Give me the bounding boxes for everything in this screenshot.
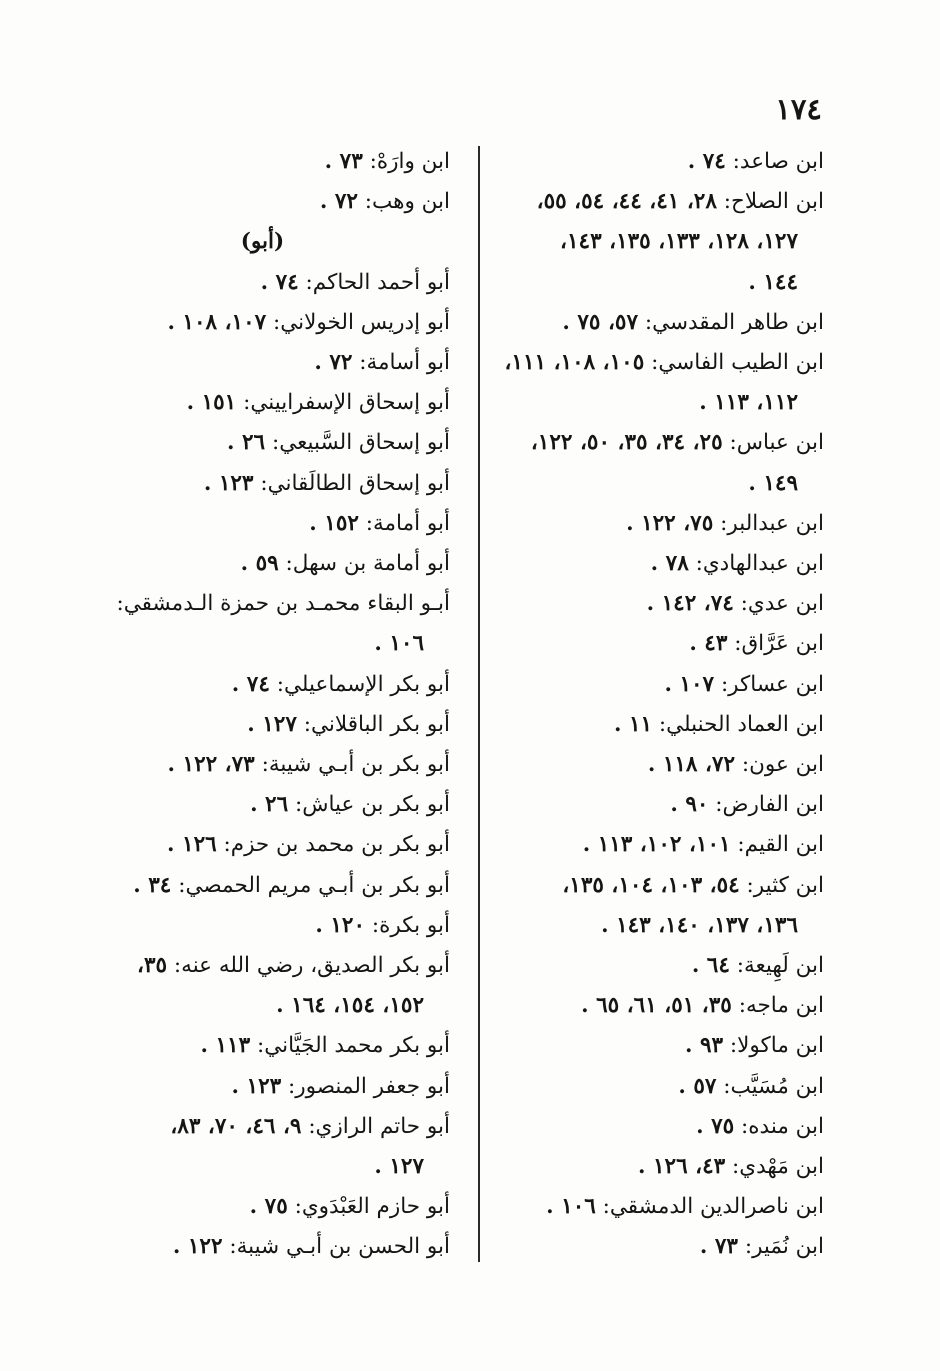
index-entry (499, 504, 824, 544)
index-entry (115, 263, 450, 303)
entry-pages: ٧٥، ١٢٢ . (626, 510, 714, 536)
page-number: ١٧٤ (775, 92, 822, 126)
index-entry (115, 866, 450, 906)
entry-pages: ٤٣ . (689, 631, 728, 657)
index-column-left (115, 142, 450, 1268)
entry-pages: ١٢٣ . (231, 1073, 282, 1099)
entry-pages: ٣٤ . (133, 872, 172, 898)
entry-pages: ١٢٧ . (247, 711, 297, 737)
entry-pages: ٧٢ . (314, 350, 353, 376)
entry-pages: ٧٥ . (696, 1113, 735, 1139)
entry-name: ابن ماجه: (738, 993, 824, 1019)
entry-pages: ٧٣ . (324, 149, 363, 174)
index-entry (115, 1107, 450, 1187)
entry-name: ابن صاعد: (732, 149, 824, 174)
index-entry (499, 1067, 824, 1107)
entry-name: ابن عبدالبر: (720, 510, 824, 536)
index-entry (115, 383, 450, 423)
entry-pages: ٧٢ . (319, 189, 358, 215)
entry-name: ابن وهب: (364, 189, 450, 215)
entry-name: أبو حازم العَبْدَوي: (294, 1194, 450, 1220)
entry-pages: ١٠١، ١٠٢، ١١٣ . (582, 832, 731, 858)
index-entry (499, 986, 824, 1026)
entry-name: أبو إسحاق الإسفراييني: (243, 390, 450, 416)
entry-pages: ١٥٢ . (309, 510, 359, 536)
index-entry (115, 1227, 450, 1267)
entry-name: أبو بكرة: (371, 912, 450, 938)
entry-name: ابن الصلاح: (723, 189, 824, 215)
entry-name: أبو بكر بن محمد بن حزم: (223, 832, 450, 858)
entry-pages: ٤٣، ١٢٦ . (638, 1154, 726, 1180)
entry-name: أبو بكر الصديق، رضي الله عنه: (173, 953, 450, 979)
entry-pages-continued: ١٥٢، ١٥٤، ١٦٤ . (276, 993, 424, 1019)
index-entry (115, 584, 450, 664)
entry-name: ابن منده: (741, 1113, 824, 1139)
index-entry (499, 785, 824, 825)
index-entry (115, 504, 450, 544)
index-entry (499, 665, 824, 705)
entry-pages: ٩٠ . (670, 792, 709, 818)
entry-pages-continued: ١١٢، ١١٣ . (699, 390, 798, 416)
entry-pages: ٥٧ . (678, 1073, 717, 1099)
entry-pages: ٥٤، ١٠٣، ١٠٤، ١٣٥، (562, 872, 740, 898)
entry-pages-continued: ١٢٧، ١٢٨، ١٣٣، ١٣٥، ١٤٣، (560, 229, 798, 255)
index-entry (115, 785, 450, 825)
entry-pages: ١٥١ . (186, 390, 237, 416)
index-entry (499, 303, 824, 343)
index-entry (499, 142, 824, 182)
entry-pages: ١٢٦ . (167, 832, 217, 858)
entry-name: أبو أمامة: (365, 510, 450, 536)
entry-name: أبو بكر بن أبـي شيبة: (261, 752, 450, 778)
section-heading: (أبو) (240, 229, 285, 255)
index-entry (499, 825, 824, 865)
entry-name: أبو بكر الإسماعيلي: (276, 671, 450, 697)
entry-name: ابن ناصرالدين الدمشقي: (602, 1194, 824, 1220)
entry-pages: ٧٥ . (249, 1194, 288, 1220)
index-entry (115, 825, 450, 865)
entry-pages: ١١ . (613, 711, 653, 737)
entry-name: ابن وارَهْ: (369, 149, 450, 174)
index-entry (499, 946, 824, 986)
entry-pages-continued: ١٠٦ . (374, 631, 424, 657)
entry-name: أبو أمامة بن سهل: (285, 551, 450, 577)
index-entry (115, 343, 450, 383)
entry-pages: ٧٤ . (687, 149, 726, 174)
entry-pages: ٢٦ . (250, 792, 289, 818)
index-entry (499, 182, 824, 303)
column-divider (478, 146, 480, 1262)
entry-name: ابن عباس: (729, 430, 824, 456)
entry-pages: ٧٤، ١٤٢ . (646, 591, 734, 617)
index-entry (499, 1147, 824, 1187)
entry-name: أبو بكر محمد الجَيَّاني: (257, 1033, 450, 1059)
entry-name: ابن طاهر المقدسي: (644, 309, 824, 335)
entry-pages: ٣٥، ٥١، ٦١، ٦٥ . (581, 993, 732, 1019)
index-column-right (499, 142, 824, 1268)
index-entry (115, 745, 450, 785)
index-entry (499, 705, 824, 745)
entry-pages: ٢٥، ٣٤، ٣٥، ٥٠، ١٢٢، (530, 430, 723, 456)
index-entry (115, 464, 450, 504)
entry-name: أبو أسامة: (359, 350, 450, 376)
entry-pages: ٩، ٤٦، ٧٠، ٨٣، (170, 1113, 302, 1139)
entry-pages: ٧٤ . (260, 269, 299, 295)
index-entry (115, 142, 450, 182)
entry-name: أبو الحسن بن أبـي شيبة: (229, 1234, 450, 1260)
entry-name: أبـو البقاء محمـد بن حمزة الـدمشقي: (116, 591, 450, 617)
index-entry (499, 1107, 824, 1147)
entry-pages: ٧٣، ١٢٢ . (167, 752, 255, 778)
index-entry (115, 1067, 450, 1107)
entry-pages: ٧٨ . (650, 551, 689, 577)
entry-pages: ٥٧، ٧٥ . (562, 309, 638, 335)
entry-pages: ١٠٧، ١٠٨ . (167, 309, 267, 335)
entry-pages: ١٠٧ . (664, 671, 715, 697)
entry-name: ابن عون: (741, 752, 824, 778)
index-entry (115, 946, 450, 1026)
entry-pages: ٢٦ . (227, 430, 266, 456)
index-entry (499, 1187, 824, 1227)
index-entry (115, 423, 450, 463)
index-entry (499, 745, 824, 785)
entry-pages: ١١٣ . (200, 1033, 251, 1059)
entry-pages-continued: ١٢٧ . (374, 1154, 424, 1180)
index-entry (499, 343, 824, 423)
entry-pages: ٩٣ . (684, 1033, 724, 1059)
index-entry (115, 182, 450, 222)
entry-name: ابن عدي: (740, 591, 824, 617)
index-entry (115, 1026, 450, 1066)
entry-name: أبو إسحاق الطالَقاني: (260, 470, 450, 496)
entry-name: ابن العماد الحنبلي: (658, 711, 824, 737)
entry-name: أبو أحمد الحاكم: (305, 269, 450, 295)
entry-pages: ١٢٣ . (203, 470, 254, 496)
entry-name: ابن مَهْدي: (732, 1154, 824, 1180)
index-entry (115, 906, 450, 946)
entry-name: ابن لَهِيعة: (736, 953, 824, 979)
index-entry (115, 544, 450, 584)
entry-pages: ٦٤ . (691, 953, 730, 979)
entry-name: أبو إدريس الخولاني: (273, 309, 450, 335)
entry-name: أبو جعفر المنصور: (288, 1073, 450, 1099)
entry-name: ابن الطيب الفاسي: (651, 350, 824, 376)
entry-pages: ٧٢، ١١٨ . (647, 752, 736, 778)
entry-pages-continued: ١٣٦، ١٣٧، ١٤٠، ١٤٣ . (601, 912, 798, 938)
entry-name: ابن كثير: (746, 872, 824, 898)
entry-name: أبو بكر الباقلاني: (303, 711, 450, 737)
entry-pages: ١٢٠ . (315, 912, 366, 938)
entry-name: أبو بكر بن عياش: (295, 792, 450, 818)
entry-name: أبو بكر بن أبـي مريم الحمصي: (178, 872, 450, 898)
entry-pages: ٧٤ . (231, 671, 270, 697)
entry-name: ابن ماكولا: (729, 1033, 824, 1059)
index-entry (499, 584, 824, 624)
index-entry (499, 544, 824, 584)
entry-name: ابن مُسَيَّب: (723, 1073, 824, 1099)
entry-name: ابن الفارض: (715, 792, 824, 818)
entry-pages: ٣٥، (137, 953, 168, 979)
index-entry (499, 866, 824, 946)
entry-name: ابن القيم: (737, 832, 824, 858)
index-entry (115, 1187, 450, 1227)
entry-name: أبو إسحاق السَّبيعي: (271, 430, 450, 456)
index-entry (499, 423, 824, 503)
entry-name: ابن عبدالهادي: (695, 551, 824, 577)
entry-pages: ٥٩ . (240, 551, 279, 577)
entry-pages: ١٠٥، ١٠٨، ١١١، (504, 350, 645, 376)
index-entry (115, 705, 450, 745)
entry-name: ابن عَرَّاق: (734, 631, 824, 657)
index-entry (499, 624, 824, 664)
entry-name: ابن عساكر: (720, 671, 824, 697)
entry-pages: ٧٣ . (699, 1234, 738, 1260)
index-entry (499, 1227, 824, 1267)
index-entry (499, 1026, 824, 1066)
entry-name: أبو حاتم الرازي: (308, 1113, 450, 1139)
entry-pages-continued: ١٤٤ . (748, 269, 798, 295)
entry-pages: ١٢٢ . (172, 1234, 223, 1260)
entry-name: ابن نُمَير: (744, 1234, 824, 1260)
entry-pages: ٢٨، ٤١، ٤٤، ٥٤، ٥٥، (536, 189, 717, 215)
index-entry (115, 665, 450, 705)
entry-pages: ١٠٦ . (546, 1194, 596, 1220)
entry-pages-continued: ١٤٩ . (748, 470, 798, 496)
index-entry (115, 303, 450, 343)
